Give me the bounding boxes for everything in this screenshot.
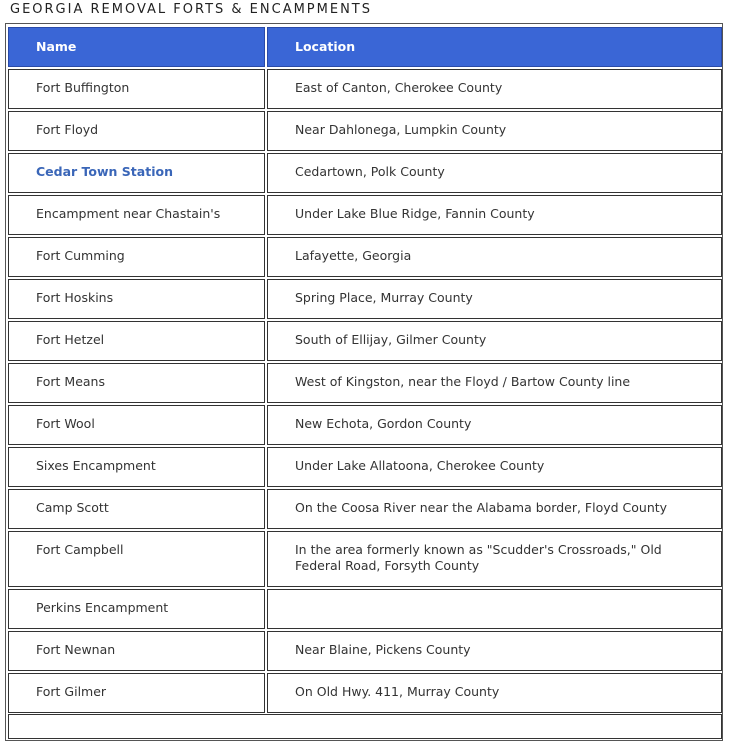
table-row-location-cell: [267, 195, 722, 235]
table-row-name-cell: [8, 447, 265, 487]
table-row-location-cell: [267, 69, 722, 109]
fort-location: Lafayette, Georgia: [295, 248, 412, 263]
table-row-location-cell: [267, 631, 722, 671]
header-name-cell: [8, 27, 265, 67]
table-row-location-cell: [267, 321, 722, 361]
table-row-name-cell: [8, 589, 265, 629]
table-row-name-cell: [8, 405, 265, 445]
fort-name: Fort Wool: [36, 416, 95, 431]
fort-location: On Old Hwy. 411, Murray County: [295, 684, 500, 699]
fort-location: In the area formerly known as "Scudder's Crossroads," Old Federal Road, Forsyth County: [295, 542, 662, 573]
fort-location: South of Ellijay, Gilmer County: [295, 332, 487, 347]
fort-location: On the Coosa River near the Alabama border, Floyd County: [295, 500, 668, 515]
fort-name: Fort Floyd: [36, 122, 99, 137]
table-row-name-cell: [8, 673, 265, 713]
fort-location: New Echota, Gordon County: [295, 416, 472, 431]
table-row-location-cell: [267, 111, 722, 151]
fort-location: Under Lake Blue Ridge, Fannin County: [295, 206, 535, 221]
footer-empty-row: [8, 714, 722, 739]
fort-name: Fort Cumming: [36, 248, 125, 263]
table-row-name-cell: [8, 631, 265, 671]
table-row-location-cell: [267, 673, 722, 713]
table-row-name-cell: [8, 279, 265, 319]
table-row-name-cell: [8, 69, 265, 109]
table-row-location-cell: [267, 405, 722, 445]
fort-location: Near Blaine, Pickens County: [295, 642, 471, 657]
header-location-cell: [267, 27, 722, 67]
table-row-location-cell: [267, 237, 722, 277]
table-row-name-cell: [8, 111, 265, 151]
fort-name: Fort Buffington: [36, 80, 130, 95]
fort-location: Cedartown, Polk County: [295, 164, 445, 179]
table-row-name-cell: [8, 489, 265, 529]
fort-name: Perkins Encampment: [36, 600, 169, 615]
fort-location: East of Canton, Cherokee County: [295, 80, 503, 95]
table-row-location-cell: [267, 447, 722, 487]
fort-name: Fort Hoskins: [36, 290, 114, 305]
fort-name: Camp Scott: [36, 500, 109, 515]
table-row-location-cell: [267, 531, 722, 587]
table-row-name-cell: [8, 321, 265, 361]
header-name: Name: [36, 39, 77, 54]
forts-table: [5, 23, 723, 741]
table-row-location-cell: [267, 489, 722, 529]
fort-name: Encampment near Chastain's: [36, 206, 221, 221]
fort-name: Sixes Encampment: [36, 458, 156, 473]
fort-name: Fort Newnan: [36, 642, 116, 657]
fort-name-link[interactable]: Cedar Town Station: [36, 164, 173, 179]
fort-location: Near Dahlonega, Lumpkin County: [295, 122, 507, 137]
table-row-name-cell: [8, 237, 265, 277]
fort-name: Fort Hetzel: [36, 332, 105, 347]
table-row-location-cell: [267, 153, 722, 193]
fort-location: Spring Place, Murray County: [295, 290, 473, 305]
table-row-location-cell: [267, 279, 722, 319]
header-location: Location: [295, 39, 356, 54]
fort-location: Under Lake Allatoona, Cherokee County: [295, 458, 545, 473]
fort-name: Fort Gilmer: [36, 684, 107, 699]
table-row-name-cell[interactable]: [8, 153, 265, 193]
fort-name: Fort Campbell: [36, 542, 124, 557]
fort-location: West of Kingston, near the Floyd / Bartow County line: [295, 374, 631, 389]
page-title: GEORGIA REMOVAL FORTS & ENCAMPMENTS: [10, 2, 372, 17]
table-row-name-cell: [8, 195, 265, 235]
table-row-location-cell: [267, 363, 722, 403]
table-row-location-cell: [267, 589, 722, 629]
table-row-name-cell: [8, 363, 265, 403]
fort-name: Fort Means: [36, 374, 105, 389]
table-row-name-cell: [8, 531, 265, 587]
